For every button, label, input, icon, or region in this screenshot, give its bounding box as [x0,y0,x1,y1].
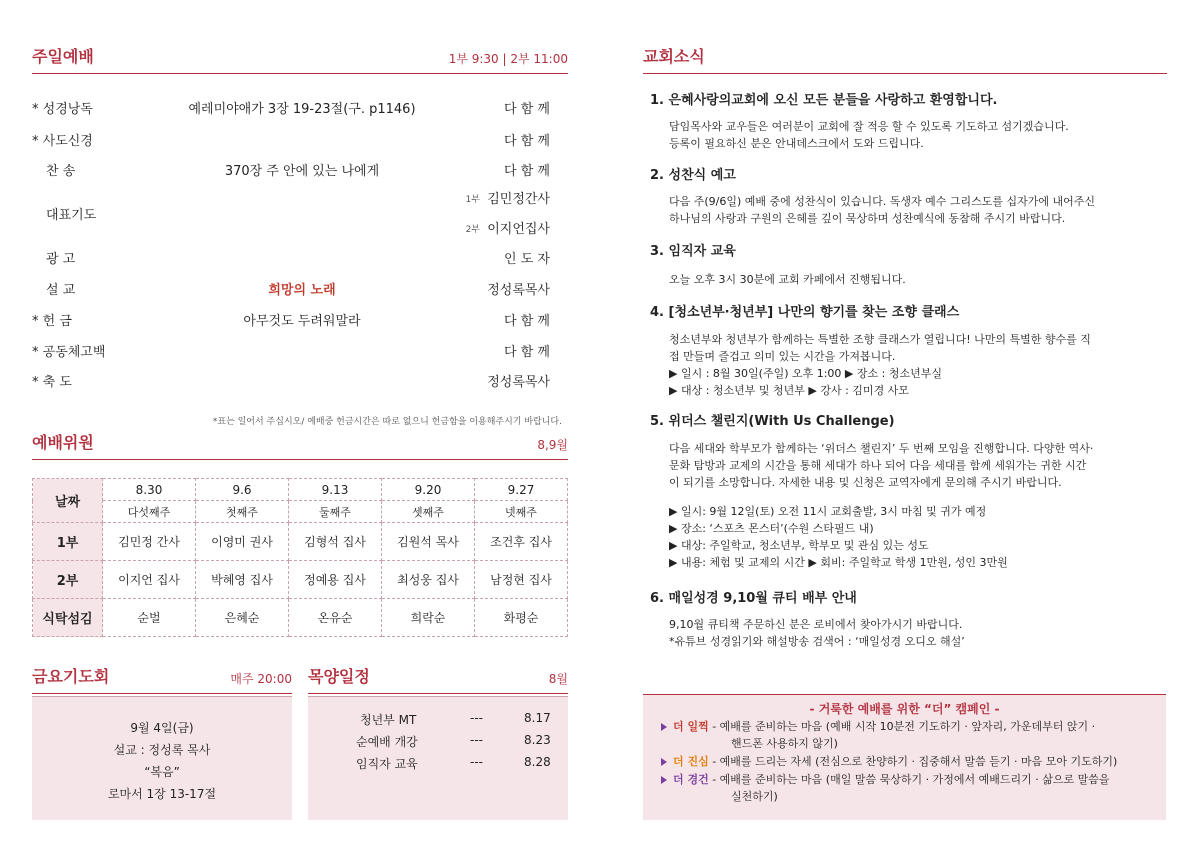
date-cell: 8.30 [103,479,196,501]
schedule-dash: --- [470,711,483,725]
order-row [32,275,568,307]
campaign-key: 더 경건 [673,773,709,786]
campaign-text: - 예배를 준비하는 마음 (예배 시작 10분전 기도하기 · 앞자리, 가운데부터 앉기 · [708,720,1096,733]
table-cell: 김형석 집사 [289,523,382,561]
week-cell: 셋째주 [382,501,475,523]
list-item [308,711,568,731]
table-cell: 김민정 간사 [103,523,196,561]
triangle-bullet-icon [661,723,667,731]
pastoral-title: 목양일정 [308,667,370,686]
campaign-title-em: “더” [923,702,952,716]
friday-box [32,696,292,820]
table-cell: 온유순 [289,599,382,637]
table-cell: 이지언 집사 [103,561,196,599]
order-who: 정성록목사 [487,283,550,298]
order-title: 아무것도 두려워말라 [243,314,361,329]
news-body [669,440,1167,571]
table-cell: 은혜순 [196,599,289,637]
friday-time: 매주 20:00 [230,672,292,686]
order-who: 다 함 께 [504,134,550,149]
news-line: 문화 탐방과 교제의 시간을 통해 세대가 하나 되어 다음 세대를 함께 세워가는 귀한 시간 [669,459,1087,472]
order-title: 예레미야애가 3장 19-23절(구. p1146) [188,102,416,117]
news-line: 등록이 필요하신 분은 안내데스크에서 도와 드립니다. [669,137,924,150]
table-row [33,501,568,523]
pastoral-header [308,664,568,694]
news-header [643,44,1167,74]
campaign-cont: 실천하기) [731,790,778,803]
worship-header [32,44,568,74]
date-cell: 9.20 [382,479,475,501]
news-line: *유튜브 성경읽기와 해설방송 검색어 : ‘매일성경 오디오 해설’ [669,635,965,648]
schedule-date: 8.17 [524,711,551,725]
news-line: 하나님의 사랑과 구원의 은혜를 깊이 묵상하며 성찬예식에 동참해 주시기 바랍니다. [669,212,1066,225]
campaign-title-post: 캠페인 - [951,702,1000,716]
schedule-name: 순예배 개강 [356,735,418,749]
pastoral-box [308,696,568,820]
table-cell: 화평순 [475,599,568,637]
date-header: 날짜 [33,479,103,523]
friday-date: 9월 4일(금) [130,721,194,735]
friday-scripture: 로마서 1장 13-17절 [107,787,217,801]
news-line: ▶ 일시: 9월 12일(토) 오전 11시 교회출발, 3시 마침 및 귀가 예정 [669,505,987,518]
table-cell: 박혜영 집사 [196,561,289,599]
news-line [669,491,1167,503]
triangle-bullet-icon [661,758,667,766]
order-label: 찬 송 [46,164,76,179]
news-line: 오늘 오후 3시 30분에 교회 카페에서 진행됩니다. [669,273,906,286]
campaign-title-pre: - 거룩한 예배를 위한 [809,702,924,716]
list-item [308,733,568,753]
worship-time: 1부 9:30 | 2부 11:00 [448,52,568,66]
triangle-bullet-icon [661,776,667,784]
date-cell: 9.6 [196,479,289,501]
order-who-tag: 2부 [465,225,480,235]
news-heading: 6. 매일성경 9,10월 큐티 배부 안내 [650,591,857,606]
news-body [669,118,1167,152]
news-line: 이 되기를 소망합니다. 자세한 내용 및 신청은 교역자에게 문의해 주시기 바랍니다. [669,476,1062,489]
table-row [33,523,568,561]
news-line: 청소년부와 청년부가 함께하는 특별한 조향 클래스가 열립니다! 나만의 특별한 향수를 직 [669,333,1091,346]
committee-table [32,478,568,637]
week-cell: 첫째주 [196,501,289,523]
order-row [32,184,568,248]
order-row [32,337,568,369]
news-line: ▶ 장소: ‘스포츠 몬스터’(수원 스타필드 내) [669,522,874,535]
order-who-tag: 1부 [465,195,480,205]
campaign-title [643,700,1166,717]
table-row [33,599,568,637]
table-cell: 김원석 목사 [382,523,475,561]
news-line: 접 만들며 즐겁고 의미 있는 시간을 가져봅니다. [669,350,896,363]
date-cell: 9.27 [475,479,568,501]
order-label: * 성경낭독 [32,102,93,117]
news-heading: 5. 위더스 챌린지(With Us Challenge) [650,414,895,429]
worship-title: 주일예배 [32,47,94,66]
news-line: ▶ 대상 : 청소년부 및 청년부 ▶ 강사 : 김미경 사모 [669,384,909,397]
worship-note: *표는 일어서 주십시오/ 예배중 헌금시간은 따로 없으니 헌금함을 이용해주시기 바랍니다. [212,417,562,427]
week-cell: 둘째주 [289,501,382,523]
order-row [32,306,568,338]
table-row [33,479,568,501]
news-line: ▶ 대상: 주일학교, 청소년부, 학부모 및 관심 있는 성도 [669,539,929,552]
table-cell: 조건후 집사 [475,523,568,561]
order-label: * 공동체고백 [32,345,106,360]
news-heading: 1. 은혜사랑의교회에 오신 모든 분들을 사랑하고 환영합니다. [650,93,998,108]
order-row [32,126,568,158]
row-header: 식탁섬김 [33,599,103,637]
campaign-box [643,694,1166,820]
list-item [661,772,1109,788]
news-line: ▶ 일시 : 8월 30일(주일) 오후 1:00 ▶ 장소 : 청소년부실 [669,367,942,380]
row-header: 2부 [33,561,103,599]
table-cell: 순벌 [103,599,196,637]
news-line: 9,10월 큐티책 주문하신 분은 로비에서 찾아가시기 바랍니다. [669,618,963,631]
campaign-cont: 핸드폰 사용하지 않기) [731,737,838,750]
order-title: 370장 주 안에 있는 나에게 [224,164,380,179]
friday-header [32,664,292,694]
news-heading: 4. [청소년부·청년부] 나만의 향기를 찾는 조향 클래스 [650,305,960,320]
schedule-name: 임직자 교육 [356,757,418,771]
date-cell: 9.13 [289,479,382,501]
row-header: 1부 [33,523,103,561]
schedule-dash: --- [470,755,483,769]
schedule-dash: --- [470,733,483,747]
schedule-date: 8.23 [524,733,551,747]
table-cell: 희락순 [382,599,475,637]
list-item [661,754,1117,770]
schedule-date: 8.28 [524,755,551,769]
table-cell: 정예용 집사 [289,561,382,599]
table-cell: 남정현 집사 [475,561,568,599]
order-row [32,244,568,276]
table-cell: 이영미 권사 [196,523,289,561]
list-item [308,755,568,775]
news-heading: 3. 임직자 교육 [650,244,736,259]
news-line: 다음 세대와 학부모가 함께하는 ‘위더스 챌린지’ 두 번째 모임을 진행합니다. 다양한 역사· [669,442,1094,455]
friday-title: 금요기도회 [32,667,110,686]
order-who: 다 함 께 [504,345,550,360]
order-who: 다 함 께 [504,314,550,329]
order-who: 다 함 께 [504,102,550,117]
list-item [661,719,1095,735]
order-who: 다 함 께 [504,164,550,179]
friday-preacher: 설교 : 정성록 목사 [113,743,211,757]
week-cell: 다섯째주 [103,501,196,523]
campaign-key: 더 일찍 [673,720,709,733]
order-who: 이지언집사 [487,222,550,237]
order-who: 정성록목사 [487,375,550,390]
order-row [32,367,568,399]
week-cell: 넷째주 [475,501,568,523]
news-line: ▶ 내용: 체험 및 교제의 시간 ▶ 회비: 주일학교 학생 1만원, 성인 3만원 [669,556,1008,569]
order-row [32,94,568,126]
news-body [669,193,1167,227]
order-label: 광 고 [46,252,76,267]
committee-title: 예배위원 [32,433,94,452]
news-heading: 2. 성찬식 예고 [650,168,736,183]
order-who: 인 도 자 [504,252,550,267]
news-body [669,331,1167,399]
sermon-title: 희망의 노래 [268,283,336,298]
order-label: 대표기도 [46,208,97,223]
table-cell: 최성웅 집사 [382,561,475,599]
campaign-text: - 예배를 준비하는 마음 (매일 말씀 묵상하기 · 가정에서 예배드리기 · 삶으로 말씀을 [708,773,1110,786]
committee-header [32,430,568,460]
order-who: 김민정간사 [487,192,550,207]
pastoral-month: 8월 [548,672,568,686]
table-row [33,561,568,599]
news-line: 담임목사와 교우들은 여러분이 교회에 잘 적응 할 수 있도록 기도하고 섬기겠습니다. [669,120,1069,133]
schedule-name: 청년부 MT [360,713,417,727]
campaign-key: 더 진심 [673,755,709,768]
order-label: * 헌 금 [32,314,72,329]
order-label: 설 교 [46,283,76,298]
news-body [669,271,1167,288]
news-line: 다음 주(9/6일) 예배 중에 성찬식이 있습니다. 독생자 예수 그리스도를 십자가에 내어주신 [669,195,1096,208]
friday-sermon-title: “복음” [144,765,180,779]
news-title: 교회소식 [643,47,705,66]
news-body [669,616,1167,650]
committee-months: 8,9월 [537,438,568,452]
campaign-text: - 예배를 드리는 자세 (전심으로 찬양하기 · 집중해서 말씀 듣기 · 마음 모아 기도하기) [708,755,1118,768]
order-label: * 사도신경 [32,134,93,149]
order-label: * 축 도 [32,375,72,390]
